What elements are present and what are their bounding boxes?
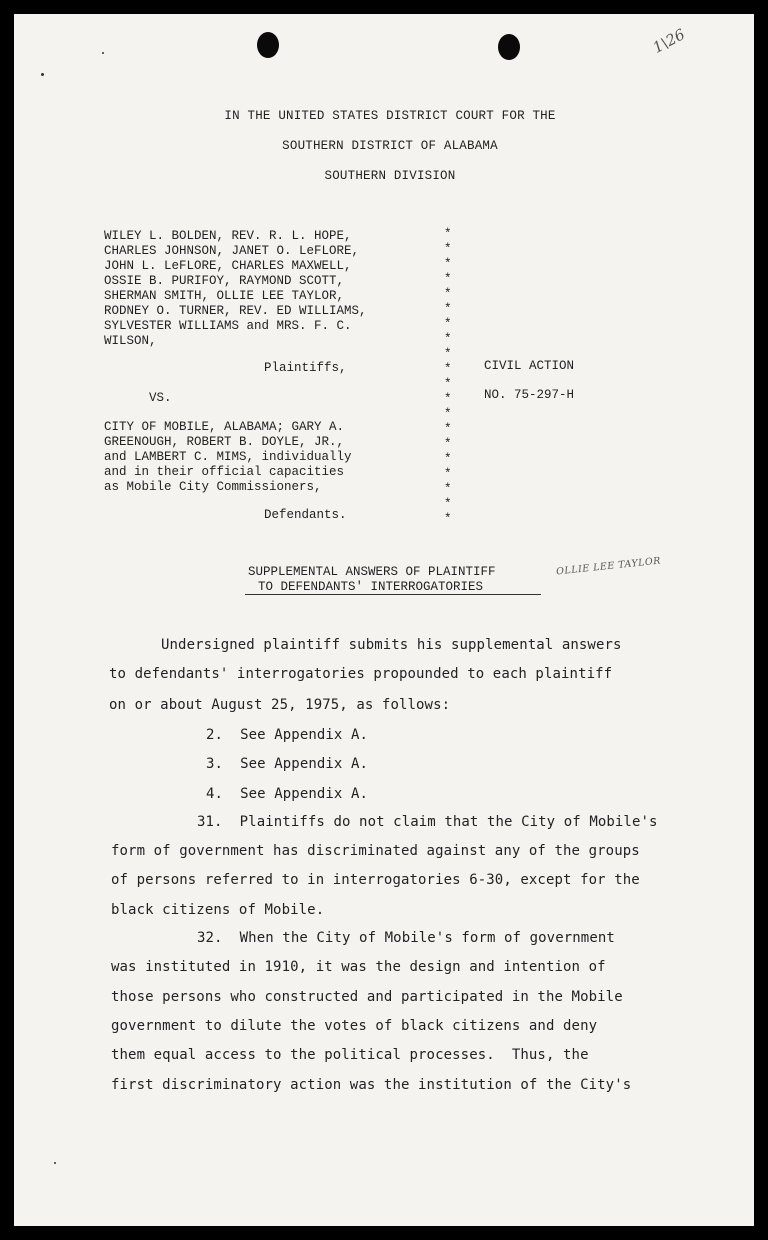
asterisk: * [444,437,452,451]
asterisk: * [444,422,452,436]
defendant-line: CITY OF MOBILE, ALABAMA; GARY A. [104,420,345,434]
handwritten-page-mark: 1\26 [649,25,688,57]
paragraph-31-line: form of government has discriminated against any of the groups [111,843,640,859]
title-underline [245,594,541,595]
plaintiffs-label: Plaintiffs, [264,361,347,375]
asterisk: * [444,512,452,526]
document-title-line-2: TO DEFENDANTS' INTERROGATORIES [258,580,484,594]
plaintiff-line: CHARLES JOHNSON, JANET O. LeFLORE, [104,244,360,258]
plaintiff-line: WILEY L. BOLDEN, REV. R. L. HOPE, [104,229,352,243]
intro-line: to defendants' interrogatories propounded to each plaintiff [109,666,613,682]
document-page [14,14,754,1226]
asterisk: * [444,392,452,406]
defendant-line: as Mobile City Commissioners, [104,480,322,494]
asterisk: * [444,242,452,256]
asterisk: * [444,332,452,346]
intro-line: Undersigned plaintiff submits his supplemental answers [161,637,622,653]
court-division: SOUTHERN DIVISION [324,169,456,183]
plaintiff-line: WILSON, [104,334,157,348]
speck [102,52,104,54]
defendants-label: Defendants. [264,508,347,522]
asterisk: * [444,482,452,496]
asterisk: * [444,287,452,301]
plaintiff-line: SYLVESTER WILLIAMS and MRS. F. C. [104,319,352,333]
punch-hole-right [498,34,520,60]
asterisk: * [444,227,452,241]
defendant-line: GREENOUGH, ROBERT B. DOYLE, JR., [104,435,345,449]
plaintiff-line: OSSIE B. PURIFOY, RAYMOND SCOTT, [104,274,345,288]
speck [41,73,44,76]
paragraph-32-line: government to dilute the votes of black citizens and deny [111,1018,598,1034]
intro-line: on or about August 25, 1975, as follows: [109,697,451,713]
asterisk: * [444,317,452,331]
court-name-line-1: IN THE UNITED STATES DISTRICT COURT FOR THE [224,109,556,123]
paragraph-32-line: them equal access to the political processes. Thus, the [111,1047,589,1063]
appendix-item: 3. See Appendix A. [206,756,369,772]
defendant-line: and LAMBERT C. MIMS, individually [104,450,352,464]
plaintiff-line: SHERMAN SMITH, OLLIE LEE TAYLOR, [104,289,345,303]
handwritten-name-note: OLLIE LEE TAYLOR [555,555,662,578]
paragraph-32-line: 32. When the City of Mobile's form of government [197,930,615,946]
punch-hole-left [257,32,279,58]
paragraph-32-line: was instituted in 1910, it was the design and intention of [111,959,606,975]
paragraph-31-line: of persons referred to in interrogatories 6-30, except for the [111,872,640,888]
asterisk: * [444,407,452,421]
appendix-item: 4. See Appendix A. [206,786,369,802]
plaintiff-line: JOHN L. LeFLORE, CHARLES MAXWELL, [104,259,352,273]
asterisk: * [444,377,452,391]
court-name-line-2: SOUTHERN DISTRICT OF ALABAMA [282,139,498,153]
case-number: NO. 75-297-H [484,388,575,402]
speck [54,1162,56,1164]
paragraph-31-line: 31. Plaintiffs do not claim that the City of Mobile's [197,814,658,830]
asterisk: * [444,497,452,511]
civil-action-label: CIVIL ACTION [484,359,575,373]
asterisk: * [444,467,452,481]
defendant-line: and in their official capacities [104,465,345,479]
asterisk: * [444,302,452,316]
paragraph-32-line: those persons who constructed and participated in the Mobile [111,989,623,1005]
document-title-line-1: SUPPLEMENTAL ANSWERS OF PLAINTIFF [248,565,496,579]
plaintiff-line: RODNEY O. TURNER, REV. ED WILLIAMS, [104,304,367,318]
asterisk: * [444,362,452,376]
asterisk: * [444,272,452,286]
paragraph-32-line: first discriminatory action was the institution of the City's [111,1077,632,1093]
versus-label: VS. [149,391,172,405]
asterisk: * [444,347,452,361]
paragraph-31-line: black citizens of Mobile. [111,902,325,918]
asterisk: * [444,452,452,466]
asterisk: * [444,257,452,271]
appendix-item: 2. See Appendix A. [206,727,369,743]
